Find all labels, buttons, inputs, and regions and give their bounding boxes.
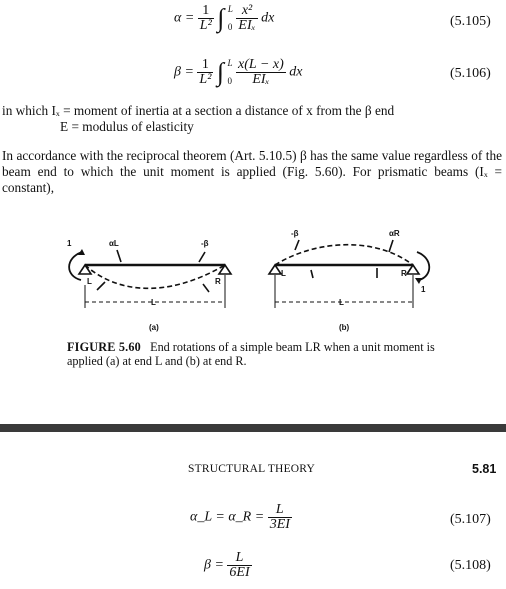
eq108-fraction [227,551,251,580]
eq105-coef-num: 1 [198,4,214,19]
eq106-number: (5.106) [450,66,491,81]
tick-left-b [311,270,313,278]
eq105-int-den: EIₓ [238,18,256,33]
integral-sign: ∫ [217,3,225,33]
definition-line-2: E = modulus of elasticity [60,119,194,134]
eq107-fraction [268,503,292,532]
alpha-label-b: αR [389,229,400,238]
page-divider [0,424,506,432]
tangent-left-a [97,282,105,290]
support-right-a [219,265,231,274]
eq106-int-num: x(L − x) [238,57,284,72]
eq106-diff: dx [289,64,303,80]
sublabel-a: (a) [149,323,159,332]
eq105-integrand [236,4,257,33]
eq105-limits [228,5,233,32]
beta-arrow-a [199,252,205,262]
unit-moment-a [69,252,82,280]
eq107-number: (5.107) [450,512,491,527]
moment-arrowhead-b [415,278,422,284]
moment-arrowhead-a [78,249,85,255]
eq108-number: (5.108) [450,558,491,573]
integral-sign: ∫ [216,57,225,87]
eq105-int-num: x² [236,4,257,19]
eq106-limits [228,59,233,86]
end-l-label-b: L [281,269,286,278]
figure-caption [67,340,437,368]
equation-5-108 [204,551,252,580]
eq105-coefficient [198,4,214,33]
equation-5-107 [190,503,292,532]
span-label-a: L [151,298,156,307]
equation-5-105 [174,4,274,33]
eq106-integrand [236,58,286,87]
eq106-lhs: β = [174,64,194,80]
support-left-a [79,265,91,274]
support-left-b [269,265,281,274]
end-l-label-a: L [87,277,92,286]
beta-arrow-b [295,240,299,250]
page-number: 5.81 [472,462,497,476]
span-label-b: L [339,298,344,307]
equation-5-106 [174,58,303,87]
eq106-coefficient [197,58,213,87]
moment-label-a: 1 [67,239,72,248]
eq105-number: (5.105) [450,14,491,29]
eq107-lhs: α_L = α_R = [190,509,265,525]
body-paragraph: In accordance with the reciprocal theorem (Art. 5.10.5) β has the same value regardless of the beam end to which the unit moment is applied (Fig. 5.60). For prismatic beams (Iₓ = constant), [2,148,502,195]
unit-moment-b [417,252,429,280]
beta-label-a: -β [201,239,209,248]
alpha-label-a: αL [109,239,119,248]
eq105-upper: L [227,4,233,14]
caption-text: End rotations of a simple beam LR when a unit moment is applied (a) at end L and (b) at end R. [67,340,435,368]
alpha-arrow-b [389,240,393,252]
eq106-coef-den: L² [199,72,212,87]
caption-label: FIGURE 5.60 [67,340,141,354]
eq105-lhs: α = [174,10,195,26]
eq105-coef-den: L² [199,18,212,33]
eq106-upper: L [227,58,233,68]
end-r-label-a: R [215,277,221,286]
eq107-num: L [268,503,292,518]
beta-label-b: -β [291,229,299,238]
definition-line-1: in which Iₓ = moment of inertia at a section a distance of x from the β end [2,103,395,118]
eq106-lower: 0 [227,76,233,86]
eq106-int-den: EIₓ [252,72,270,87]
eq107-den: 3EI [269,517,290,532]
end-r-label-b: R [401,269,407,278]
running-header-title: STRUCTURAL THEORY [188,463,316,475]
eq106-coef-num: 1 [197,58,213,73]
sublabel-b: (b) [339,323,350,332]
moment-label-b: 1 [421,285,426,294]
eq108-lhs: β = [204,557,224,573]
figure-5-60 [55,222,445,334]
tangent-right-a [203,284,209,292]
eq108-num: L [227,551,251,566]
eq105-lower: 0 [227,22,233,32]
alpha-arrow-a [117,250,121,262]
support-right-b [407,265,419,274]
eq108-den: 6EI [229,565,250,580]
eq105-diff: dx [261,10,275,26]
